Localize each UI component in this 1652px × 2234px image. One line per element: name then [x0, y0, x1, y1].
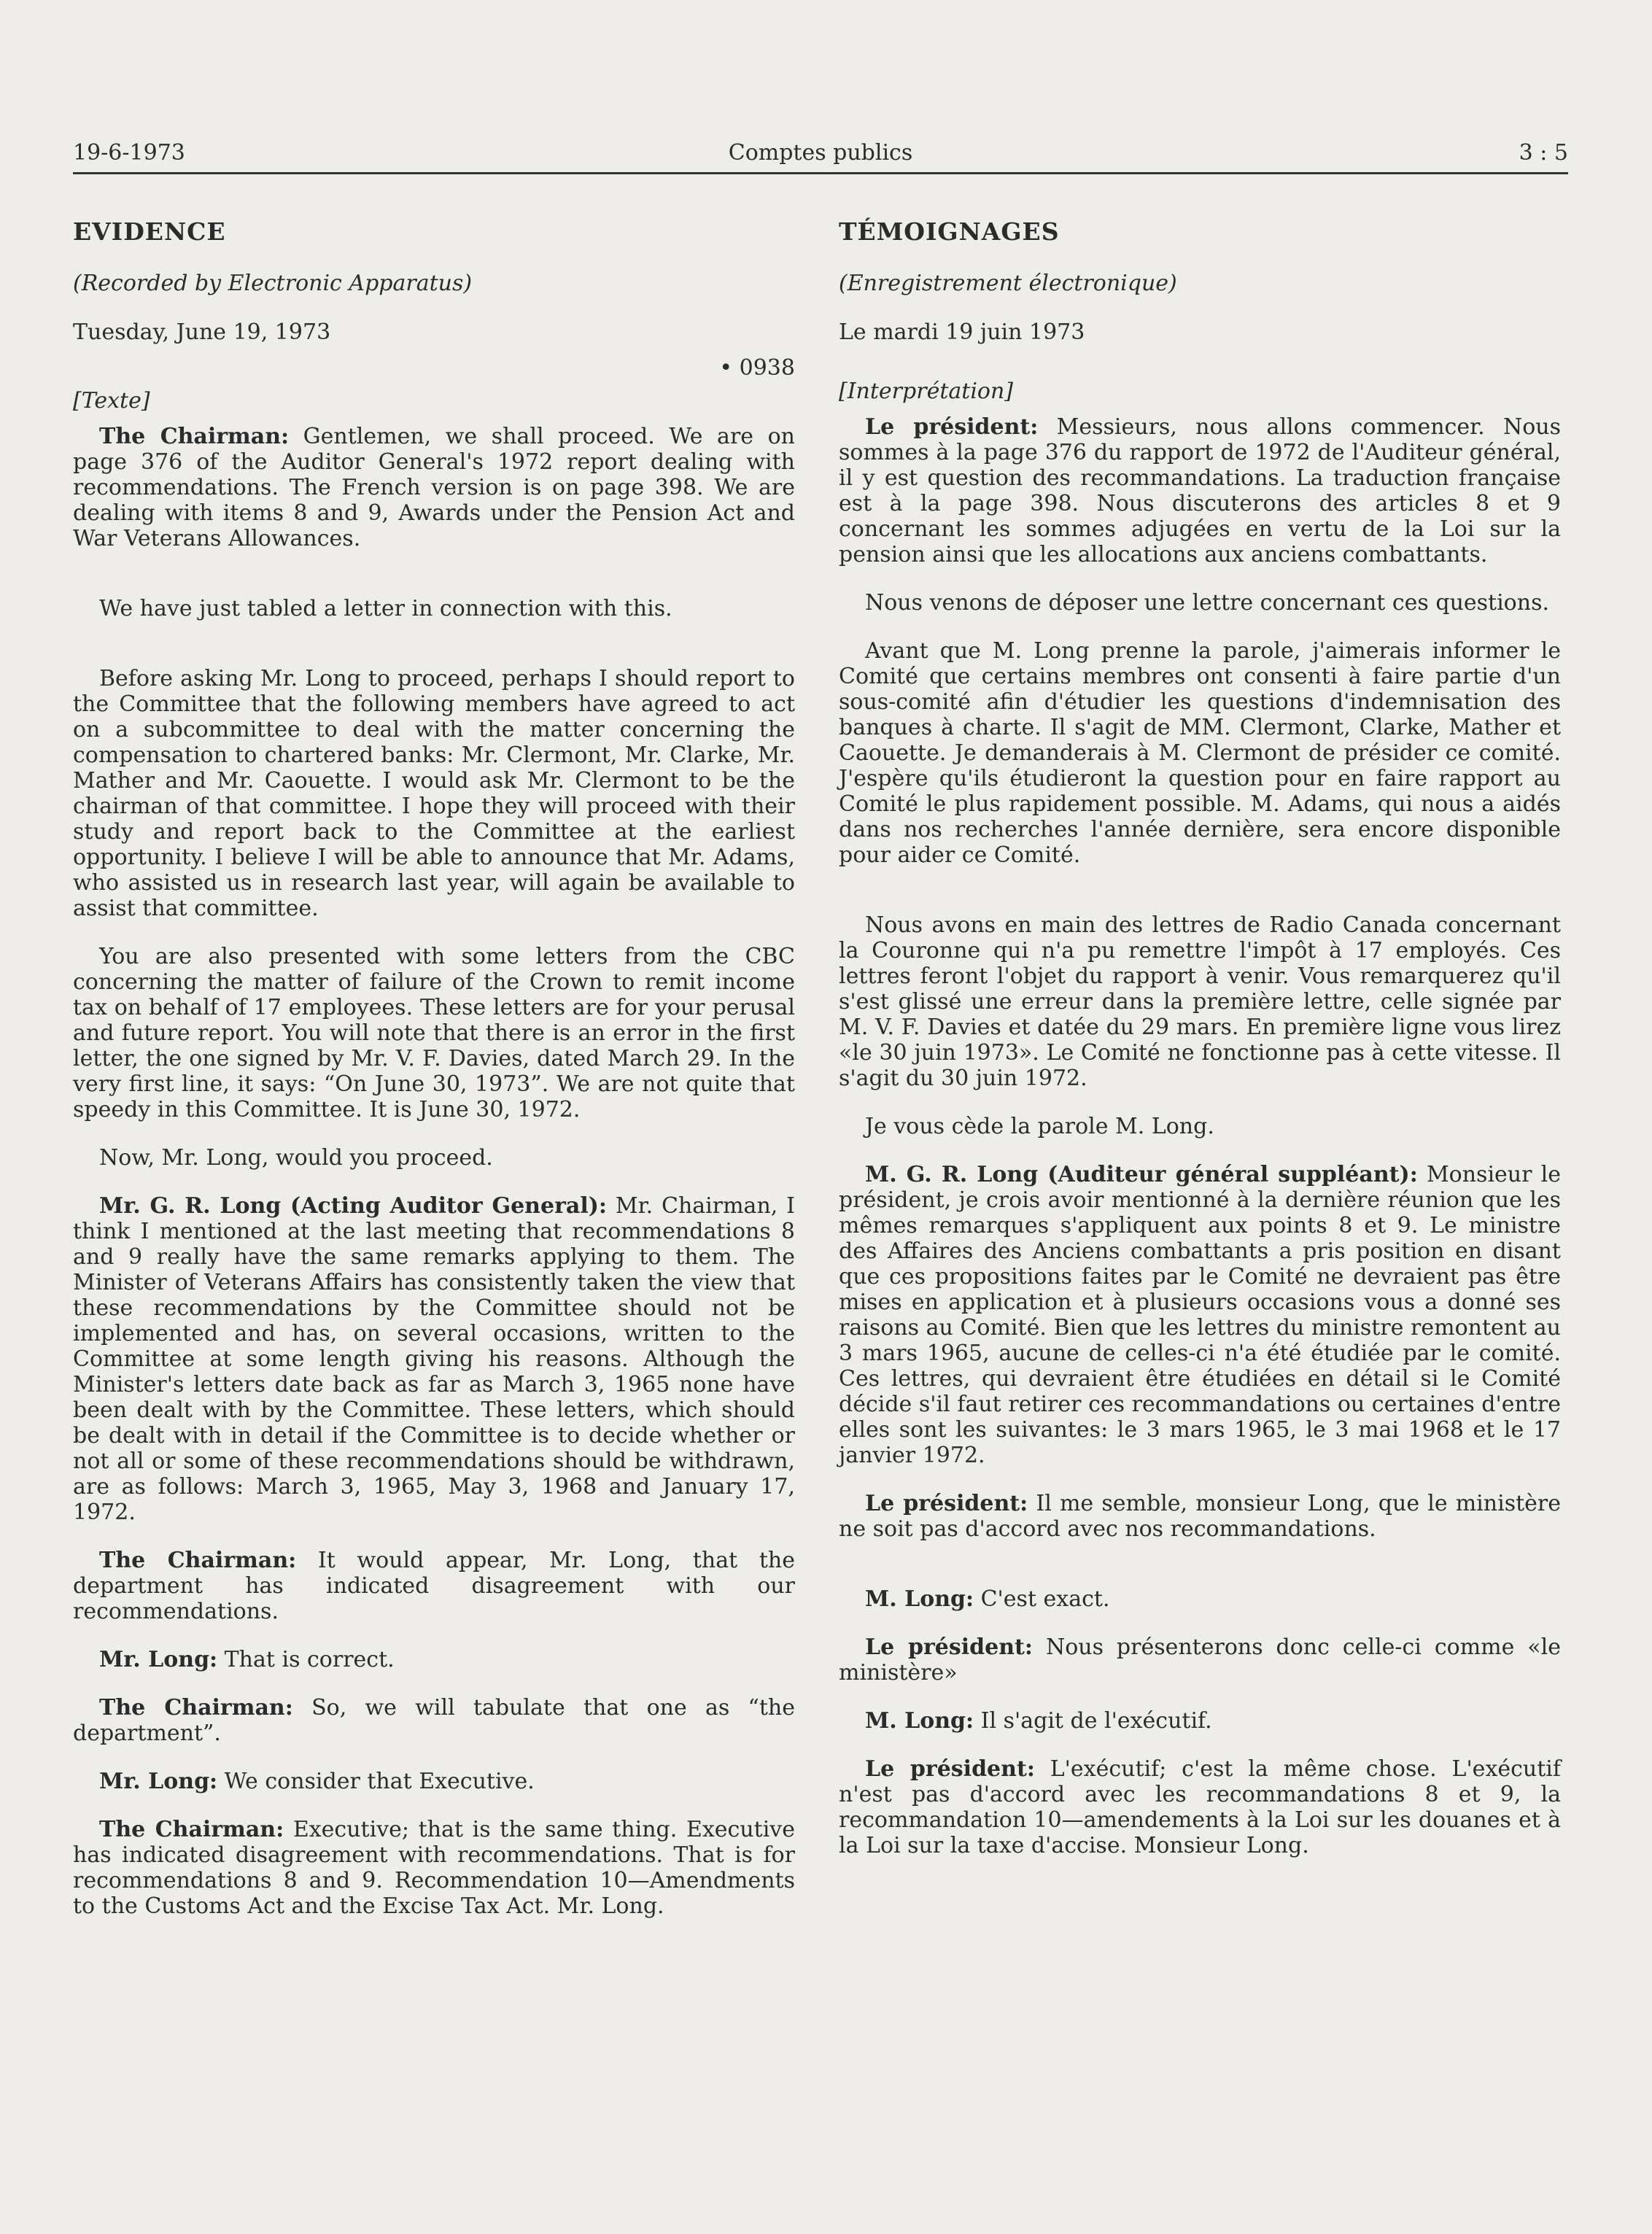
- speaker-name: Mr. G. R. Long (Acting Auditor General):: [99, 1193, 607, 1219]
- language-tag: [Texte]: [73, 388, 150, 414]
- column-subtitle: (Recorded by Electronic Apparatus): [73, 271, 473, 296]
- paragraph: [839, 590, 1561, 616]
- paragraph: [73, 1145, 795, 1171]
- speech-text: Nous présenterons donc celle-ci comme «le ministère»: [839, 1634, 1561, 1686]
- speech-text: Je vous cède la parole M. Long.: [865, 1114, 1214, 1139]
- speech-text: L'exécutif; c'est la même chose. L'exécutif n'est pas d'accord avec les recommandations 8 et 9, la recommandation 10—amendements à la Loi sur les douanes et à la Loi sur la taxe d'accise. Monsieur Long.: [839, 1756, 1561, 1858]
- header-date: 19-6-1973: [73, 140, 185, 166]
- speech-text: We have just tabled a letter in connection with this.: [99, 596, 672, 621]
- speech-text: We consider that Executive.: [217, 1769, 535, 1794]
- speech-text: Mr. Chairman, I think I mentioned at the last meeting that recommendations 8 and 9 really have the same remarks applying to them. The Minister of Veterans Affairs has consistently taken the view that these recommendations by the Committee should not be implemented and has, on several occasions, written to the Committee at some length giving his reasons. Although the Minister's letters date back as far as March 3, 1965 none have been dealt with by the Committee. These letters, which should be dealt with in detail if the Committee is to decide whether or not all or some of these recommendations should be withdrawn, are as follows: March 3, 1965, May 3, 1968 and January 17, 1972.: [73, 1193, 796, 1525]
- speech-text: So, we will tabulate that one as “the department”.: [73, 1695, 795, 1746]
- speech-text: Executive; that is the same thing. Executive has indicated disagreement with recommendations. That is for recommendations 8 and 9. Recommendation 10—Amendments to the Customs Act and the Excise Tax Act. Mr. Long.: [73, 1817, 795, 1919]
- paragraph: [839, 414, 1561, 567]
- time-marker: • 0938: [719, 355, 795, 381]
- speaker-name: The Chairman:: [99, 424, 290, 449]
- paragraph: [73, 596, 795, 621]
- speaker-name: The Chairman:: [99, 1548, 297, 1573]
- speaker-name: Le président:: [865, 1756, 1035, 1782]
- speech-text: That is correct.: [217, 1647, 395, 1672]
- speaker-name: The Chairman:: [99, 1817, 284, 1842]
- column-title: TÉMOIGNAGES: [839, 217, 1060, 246]
- paragraph: [839, 638, 1561, 868]
- speech-text: Messieurs, nous allons commencer. Nous sommes à la page 376 du rapport de 1972 de l'Auditeur général, il y est question des recommandations. La traduction française est à la page 398. Nous discuterons des articles 8 et 9 concernant les sommes adjugées en vertu de la Loi sur la pension ainsi que les allocations aux anciens combattants.: [839, 414, 1561, 567]
- speech-text: You are also presented with some letters from the CBC concerning the matter of failure of the Crown to remit income tax on behalf of 17 employees. These letters are for your perusal and future report. You will note that there is an error in the first letter, the one signed by Mr. V. F. Davies, dated March 29. In the very first line, it says: “On June 30, 1973”. We are not quite that speedy in this Committee. It is June 30, 1972.: [73, 944, 795, 1122]
- speech-text: Avant que M. Long prenne la parole, j'aimerais informer le Comité que certains membres ont consenti à faire partie d'un sous-comité afin d'étudier les questions d'indemnisation des banques à charte. Il s'agit de MM. Clermont, Clarke, Mather et Caouette. Je demanderais à M. Clermont de présider ce comité. J'espère qu'ils étudieront la question pour en faire rapport au Comité le plus rapidement possible. M. Adams, qui nous a aidés dans nos recherches l'année dernière, sera encore disponible pour aider ce Comité.: [839, 638, 1561, 868]
- session-date: Tuesday, June 19, 1973: [73, 319, 331, 345]
- paragraph: [839, 1586, 1561, 1612]
- speech-text: It would appear, Mr. Long, that the department has indicated disagreement with our recommendations.: [73, 1548, 795, 1624]
- paragraph: [839, 912, 1561, 1091]
- speaker-name: Le président:: [865, 1491, 1028, 1516]
- speech-text: Il me semble, monsieur Long, que le ministère ne soit pas d'accord avec nos recommandations.: [839, 1491, 1561, 1542]
- paragraph: [839, 1162, 1561, 1468]
- english-column: [73, 219, 795, 1942]
- paragraph: [73, 666, 795, 921]
- speech-text: Now, Mr. Long, would you proceed.: [99, 1145, 493, 1171]
- paragraph: [839, 1114, 1561, 1139]
- speaker-name: Le président:: [865, 414, 1039, 440]
- language-tag: [Interprétation]: [839, 379, 1014, 404]
- speaker-name: Mr. Long:: [99, 1647, 218, 1672]
- speaker-name: M. Long:: [865, 1586, 974, 1612]
- speech-text: Il s'agit de l'exécutif.: [974, 1708, 1212, 1734]
- paragraph: [73, 1647, 795, 1672]
- speech-text: Monsieur le président, je crois avoir mentionné à la dernière réunion que les mêmes remarques s'appliquent aux points 8 et 9. Le ministre des Affaires des Anciens combattants a pris position en disant que ces propositions faites par le Comité ne devraient pas être mises en application et à plusieurs occasions vous a donné ses raisons au Comité. Bien que les lettres du ministre remontent au 3 mars 1965, aucune de celles-ci n'a été étudiée par le comité. Ces lettres, qui devraient être étudiées en détail si le Comité décide s'il faut retirer ces recommandations ou certaines d'entre elles sont les suivantes: le 3 mars 1965, le 3 mai 1968 et le 17 janvier 1972.: [839, 1162, 1561, 1468]
- speech-text: Nous venons de déposer une lettre concernant ces questions.: [865, 590, 1549, 616]
- paragraph: [73, 944, 795, 1122]
- paragraph: [839, 1491, 1561, 1542]
- speech-text: Gentlemen, we shall proceed. We are on page 376 of the Auditor General's 1972 report dealing with recommendations. The French version is on page 398. We are dealing with items 8 and 9, Awards under the Pension Act and War Veterans Allowances.: [73, 424, 795, 551]
- paragraph: [839, 1708, 1561, 1734]
- paragraph: [73, 1817, 795, 1919]
- column-title: EVIDENCE: [73, 217, 226, 246]
- speaker-name: M. G. R. Long (Auditeur général suppléant):: [865, 1162, 1418, 1187]
- column-subtitle: (Enregistrement électronique): [839, 271, 1177, 296]
- paragraph: [839, 1634, 1561, 1686]
- paragraph: [839, 1756, 1561, 1858]
- header-rule: [73, 172, 1568, 174]
- paragraph: [73, 1193, 795, 1525]
- header-page-number: 3 : 5: [1519, 140, 1568, 166]
- paragraph: [73, 424, 795, 551]
- speech-text: C'est exact.: [974, 1586, 1110, 1612]
- header-title: Comptes publics: [728, 140, 913, 166]
- speech-text: Nous avons en main des lettres de Radio Canada concernant la Couronne qui n'a pu remettre l'impôt à 17 employés. Ces lettres feront l'objet du rapport à venir. Vous remarquerez qu'il s'est glissé une erreur dans la première lettre, celle signée par M. V. F. Davies et datée du 29 mars. En première ligne vous lirez «le 30 juin 1973». Le Comité ne fonctionne pas à cette vitesse. Il s'agit du 30 juin 1972.: [839, 912, 1561, 1091]
- session-date: Le mardi 19 juin 1973: [839, 319, 1085, 345]
- speaker-name: M. Long:: [865, 1708, 974, 1734]
- speech-text: Before asking Mr. Long to proceed, perhaps I should report to the Committee that the following members have agreed to act on a subcommittee to deal with the matter concerning the compensation to chartered banks: Mr. Clermont, Mr. Clarke, Mr. Mather and Mr. Caouette. I would ask Mr. Clermont to be the chairman of that committee. I hope they will proceed with their study and report back to the Committee at the earliest opportunity. I believe I will be able to announce that Mr. Adams, who assisted us in research last year, will again be available to assist that committee.: [73, 666, 795, 921]
- french-column: [839, 219, 1561, 1881]
- speaker-name: The Chairman:: [99, 1695, 293, 1721]
- paragraph: [73, 1769, 795, 1794]
- paragraph: [73, 1548, 795, 1624]
- running-header: [73, 140, 1568, 174]
- speaker-name: Le président:: [865, 1634, 1033, 1660]
- speaker-name: Mr. Long:: [99, 1769, 218, 1794]
- paragraph: [73, 1695, 795, 1746]
